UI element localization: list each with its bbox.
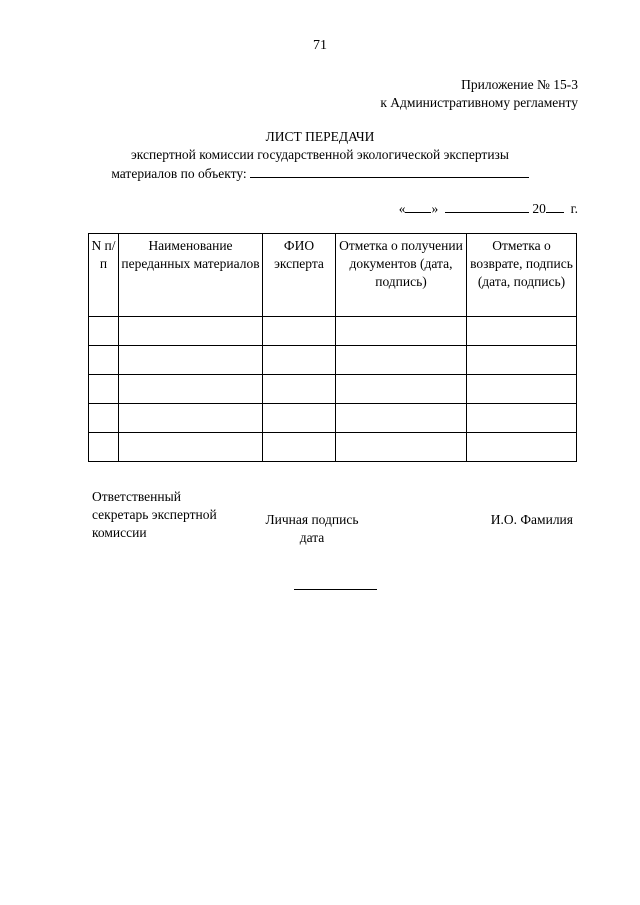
personal-signature-label: Личная подпись xyxy=(265,512,359,527)
object-blank-line xyxy=(250,164,529,178)
year-blank xyxy=(546,200,564,213)
signatory-name: И.О. Фамилия xyxy=(490,512,573,527)
table-row xyxy=(89,346,577,375)
table-cell xyxy=(119,404,263,433)
appendix-reference xyxy=(380,76,578,112)
table-cell xyxy=(89,346,119,375)
table-cell xyxy=(467,404,577,433)
date-open-quote: « xyxy=(398,201,406,216)
table-cell xyxy=(89,404,119,433)
table-cell xyxy=(263,346,336,375)
table-cell xyxy=(119,433,263,462)
day-blank xyxy=(405,200,431,213)
table-cell xyxy=(263,375,336,404)
column-header-number: N п/п xyxy=(89,234,119,317)
column-header-materials: Наименование переданных материалов xyxy=(119,234,263,317)
table-cell xyxy=(263,404,336,433)
table-cell xyxy=(336,404,467,433)
table-cell xyxy=(89,375,119,404)
end-divider xyxy=(294,589,377,590)
signatory-role xyxy=(92,488,217,542)
table-cell xyxy=(263,433,336,462)
table-cell xyxy=(467,433,577,462)
signatory-role-line: секретарь экспертной xyxy=(92,507,217,522)
appendix-number: Приложение № 15-3 xyxy=(461,77,578,92)
year-suffix: г. xyxy=(570,201,578,216)
date-close-quote: » xyxy=(431,201,439,216)
table-cell xyxy=(263,317,336,346)
signature-block xyxy=(252,511,372,547)
table-cell xyxy=(467,346,577,375)
title-main: ЛИСТ ПЕРЕДАЧИ xyxy=(265,129,375,144)
date-field xyxy=(399,200,578,218)
page-number: 71 xyxy=(313,38,327,53)
table-cell xyxy=(336,317,467,346)
year-prefix: 20 xyxy=(532,201,546,216)
signature-date-label: дата xyxy=(299,530,325,545)
table-cell xyxy=(119,375,263,404)
transfer-table xyxy=(88,233,577,462)
column-header-expert: ФИО эксперта xyxy=(263,234,336,317)
object-label: материалов по объекту: xyxy=(111,166,247,181)
table-row xyxy=(89,433,577,462)
object-field xyxy=(0,164,640,183)
column-header-returned: Отметка о возврате, подпись (дата, подпись) xyxy=(467,234,577,317)
table-header-row xyxy=(89,234,577,317)
signatory-role-line: комиссии xyxy=(92,525,147,540)
table-cell xyxy=(336,346,467,375)
signatory-role-line: Ответственный xyxy=(92,489,181,504)
table-cell xyxy=(119,317,263,346)
title-subtitle: экспертной комиссии государственной экологической экспертизы xyxy=(131,147,509,162)
table-row xyxy=(89,404,577,433)
table-cell xyxy=(467,317,577,346)
table-cell xyxy=(89,317,119,346)
table-cell xyxy=(336,433,467,462)
table-cell xyxy=(89,433,119,462)
column-header-received: Отметка о получении документов (дата, подпись) xyxy=(336,234,467,317)
table-cell xyxy=(119,346,263,375)
appendix-regulation: к Административному регламенту xyxy=(380,95,578,110)
table-cell xyxy=(467,375,577,404)
table-cell xyxy=(336,375,467,404)
table-row xyxy=(89,317,577,346)
document-title xyxy=(0,128,640,164)
month-blank xyxy=(445,200,529,213)
table-row xyxy=(89,375,577,404)
